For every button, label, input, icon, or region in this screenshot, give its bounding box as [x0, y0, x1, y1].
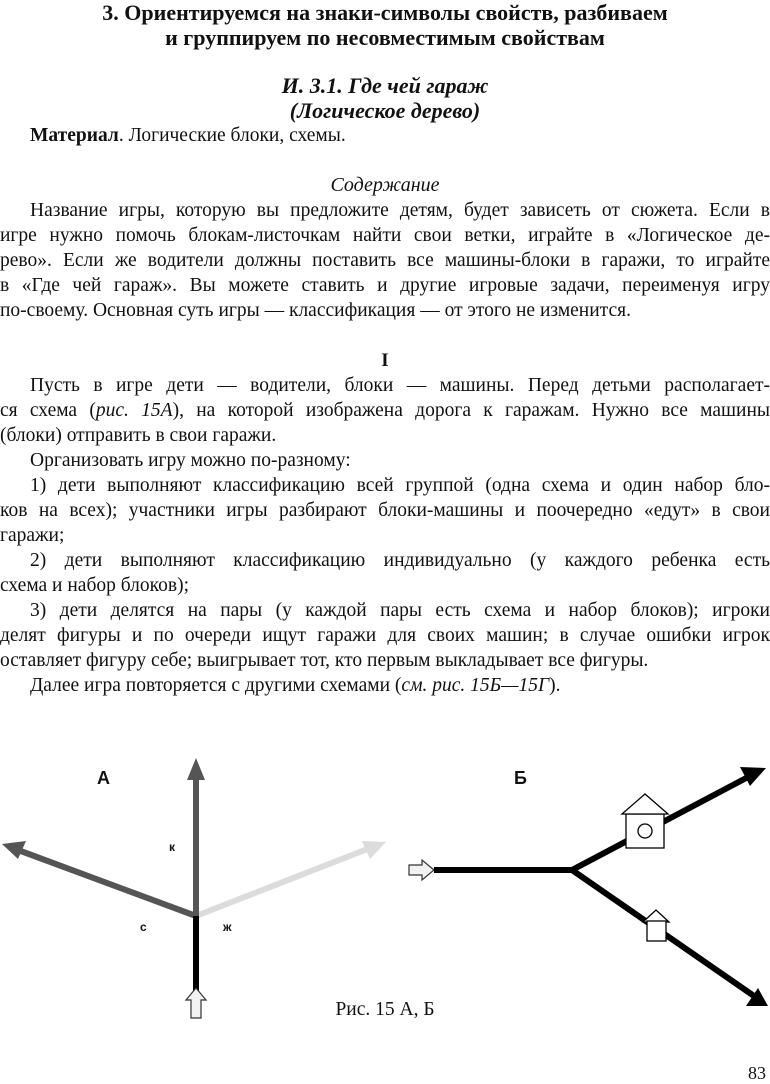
- text-fragment: ), на которой изображена дорога к гаражам. Нужно все машины: [172, 400, 770, 421]
- list-item-3: [0, 598, 770, 673]
- list-item-2: [0, 548, 770, 598]
- figure-reference: см. рис. 15Б—15Г: [401, 675, 550, 696]
- text-fragment: ).: [549, 675, 561, 696]
- figure-reference: рис. 15А: [95, 400, 173, 421]
- game-subtitle: (Логическое дерево): [289, 98, 481, 123]
- figure-a-diagram: [0, 750, 400, 1025]
- branch-k-label: к: [169, 840, 176, 854]
- figure-a-label: А: [97, 768, 110, 788]
- paragraph-intro-line: по-своему. Основная суть игры — классификация — от этого не изменится.: [0, 300, 631, 321]
- garage-square-icon: [643, 910, 669, 941]
- branch-s-label: с: [140, 920, 147, 934]
- paragraph-repeat: [0, 673, 770, 698]
- list-item-line: гаражи;: [0, 525, 65, 546]
- text-fragment: ся схема (: [0, 400, 96, 421]
- section-mark: I: [381, 350, 389, 371]
- figure-b-diagram: [400, 750, 770, 1025]
- paragraph-organize: Организовать игру можно по-разному:: [30, 450, 351, 471]
- page-number: 83: [748, 1063, 766, 1083]
- list-item-line: 3) дети делятся на пары (у каждой пары есть схема и набор блоков); игроки: [30, 600, 770, 621]
- paragraph-intro-line: Название игры, которую вы предложите детям, будет зависеть от сюжета. Если в: [30, 200, 770, 221]
- game-title: И. 3.1. Где чей гараж: [281, 73, 489, 98]
- list-item-line: 1) дети выполняют классификацию всей группой (одна схема и один набор бло-: [30, 475, 770, 496]
- section-heading: [0, 0, 770, 50]
- content-title: Содержание: [330, 174, 440, 196]
- material-label: Материал: [30, 125, 119, 146]
- paragraph-intro-line: игре нужно помочь блокам-листочкам найти свои ветки, играйте в «Логическое де-: [0, 225, 770, 246]
- section-heading-line2: и группируем по несовместимым свойствам: [165, 25, 605, 50]
- paragraph-setup-line: [0, 398, 770, 423]
- material-text: . Логические блоки, схемы.: [118, 125, 346, 146]
- paragraph-intro: [0, 198, 770, 323]
- figure-caption: Рис. 15 А, Б: [335, 999, 435, 1020]
- list-item-line: 2) дети выполняют классификацию индивидуально (у каждого ребенка есть: [30, 550, 770, 571]
- list-item-1: [0, 473, 770, 548]
- start-arrow-icon: [409, 860, 434, 880]
- garage-circle-icon: [622, 794, 668, 848]
- list-item-line: схема и набор блоков);: [0, 575, 190, 596]
- paragraph-intro-line: рево». Если же водители должны поставить все машины-блоки в гаражи, то играйте: [0, 250, 770, 271]
- paragraph-setup-line: Пусть в игре дети — водители, блоки — машины. Перед детьми располагает-: [30, 375, 770, 396]
- branch-s-line: [18, 850, 196, 916]
- figure-b-label: Б: [514, 768, 527, 788]
- paragraph-setup-line: (блоки) отправить в свои гаражи.: [0, 425, 277, 446]
- list-item-line: ков на всех); участники игры разбирают блоки-машины и поочередно «едут» в свои: [0, 500, 770, 521]
- list-item-line: делят фигуры и по очереди ищут гаражи для своих машин; в случае ошибки игрок: [0, 625, 770, 646]
- branch-zh-line: [196, 848, 370, 916]
- branch-k-arrowhead: [187, 758, 205, 780]
- material-line: [0, 123, 770, 148]
- branch-zh-label: ж: [223, 920, 232, 934]
- paragraph-intro-line: в «Где чей гараж». Вы можете ставить и другие игровые задачи, переименуя игру: [0, 275, 770, 296]
- list-item-line: оставляет фигуру себе; выигрывает тот, кто первым выкладывает все фигуры.: [0, 650, 649, 671]
- paragraph-setup: [0, 373, 770, 448]
- text-fragment: Далее игра повторяется с другими схемами (: [30, 675, 402, 696]
- section-heading-line1: 3. Ориентируемся на знаки-символы свойств, разбиваем: [102, 0, 668, 25]
